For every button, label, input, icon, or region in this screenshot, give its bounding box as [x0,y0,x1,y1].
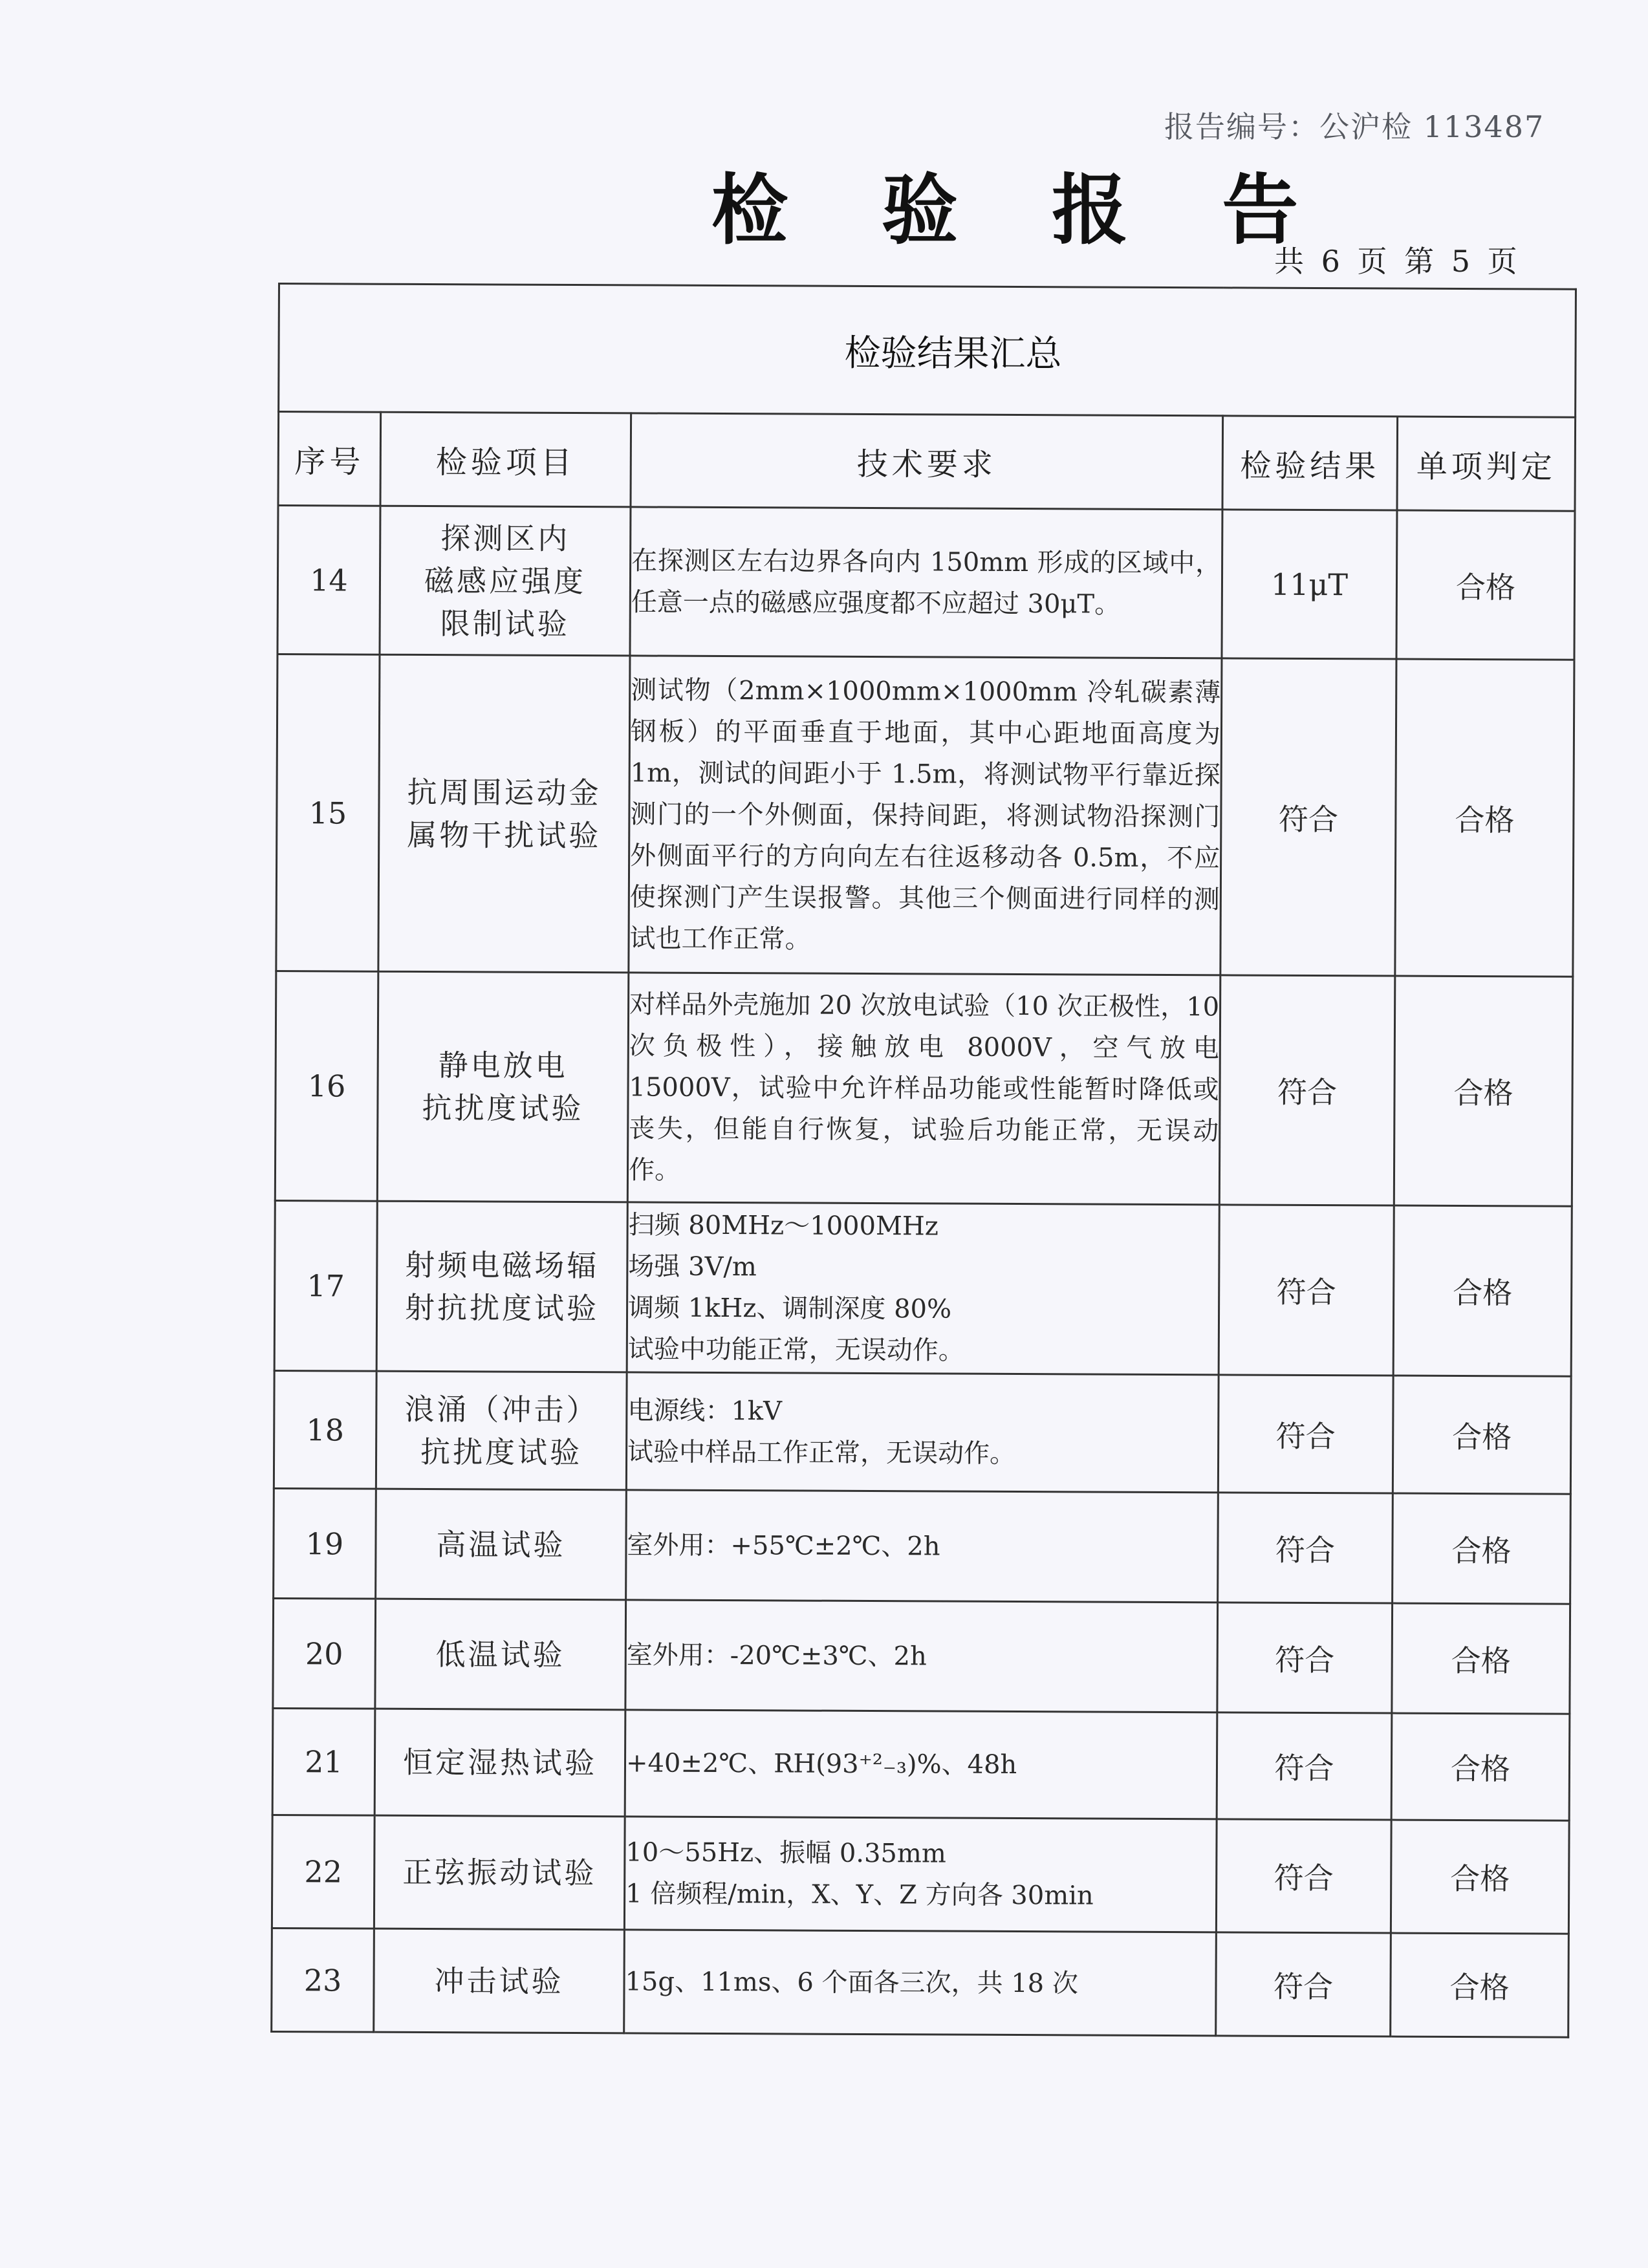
requirement-line: 试验中样品工作正常，无误动作。 [627,1436,1016,1469]
table-body [272,506,1575,2038]
table-caption-row [279,284,1576,418]
requirement-line: 调频 1kHz、调制深度 80% [627,1293,952,1324]
requirement-line: 对样品外壳施加 20 次放电试验（10 次正极性，10 次负极性），接触放电 8000V，空气放电 15000V，试验中允许样品功能或性能暂时降低或丧失，但能自行恢复，试验后功能正常，无误动作。 [628,989,1220,1185]
requirement-line: 在探测区左右边界各向内 150mm 形成的区域中，任意一点的磁感应强度都不应超过 30μT。 [631,545,1222,620]
table-caption-text: 检验结果汇总 [844,332,1062,375]
test-result: 符合 [1220,658,1396,976]
test-item [376,1489,627,1600]
column-header-requirement: 技术要求 [631,413,1223,510]
row-number: 21 [272,1708,375,1815]
technical-requirement [627,1202,1219,1375]
row-number: 22 [272,1815,374,1928]
test-result: 11μT [1222,510,1397,659]
test-result: 符合 [1216,1819,1391,1933]
row-number: 18 [274,1370,376,1489]
row-number: 16 [275,971,378,1201]
requirement-line: 室外用：-20℃±3℃、2h [626,1639,927,1671]
technical-requirement [626,1490,1219,1603]
requirement-line: 试验中功能正常，无误动作。 [627,1334,964,1366]
test-item-line: 正弦振动试验 [402,1854,597,1891]
test-result: 符合 [1218,1493,1393,1603]
requirement-line: 电源线：1kV [627,1395,783,1426]
item-verdict: 合格 [1393,1493,1571,1604]
test-item-line: 低温试验 [435,1636,565,1672]
test-item-line: 抗周围运动金 [407,774,602,810]
requirement-line: 1 倍频程/min，X、Y、Z 方向各 30min [625,1879,1094,1911]
test-item-line: 限制试验 [440,605,570,642]
test-item-line: 属物干扰试验 [407,817,602,853]
column-header-result: 检验结果 [1222,416,1398,510]
requirement-line: +40±2℃、RH(93⁺²₋₃)%、48h [625,1748,1017,1780]
item-verdict: 合格 [1391,1933,1569,2037]
test-item-line: 射频电磁场辐 [405,1247,600,1284]
requirement-line: 室外用：+55℃±2℃、2h [627,1529,940,1561]
test-item [375,1599,626,1710]
test-item-line: 恒定湿热试验 [402,1744,598,1781]
table-row [275,971,1573,1206]
column-header-item: 检验项目 [380,412,631,507]
column-header-verdict: 单项判定 [1397,416,1576,511]
technical-requirement [625,1600,1218,1712]
table-row [272,1708,1570,1820]
test-result: 符合 [1216,1932,1391,2036]
technical-requirement [627,973,1220,1205]
table-row [274,1370,1571,1494]
test-item-line: 磁感应强度 [424,563,587,599]
row-number: 23 [272,1928,374,2032]
requirement-line: 场强 3V/m [628,1251,757,1282]
table-row [276,654,1574,977]
test-item [377,971,629,1202]
requirement-line: 10～55Hz、振幅 0.35mm [625,1837,946,1869]
technical-requirement [624,1817,1217,1932]
test-result: 符合 [1219,1205,1394,1376]
test-item-line: 冲击试验 [434,1963,564,1999]
item-verdict: 合格 [1393,1205,1572,1376]
requirement-line: 15g、11ms、6 个面各三次，共 18 次 [625,1966,1078,1998]
item-verdict: 合格 [1391,1820,1569,1934]
row-number: 17 [274,1200,377,1371]
page-count: 共 6 页 第 5 页 [1274,244,1517,279]
test-result: 符合 [1219,975,1395,1205]
test-item [374,1815,625,1930]
item-verdict: 合格 [1391,1713,1570,1820]
report-number: 报告编号：公沪检 113487 [1164,109,1545,144]
row-number: 15 [276,654,380,972]
table-row [272,1928,1569,2037]
table-row [274,1200,1572,1376]
requirement-line: 测试物（2mm×1000mm×1000mm 冷轧碳素薄钢板）的平面垂直于地面，其中心距地面高度为1m，测试的间距小于 1.5m，将测试物平行靠近探测门的一个外侧面，保持间距，将测试物沿探测门外侧面平行的方向向左右往返移动各 0.5m，不应使探测门产生误报警。其他三个侧面进行同样的测试也工作正常。 [629,675,1221,955]
test-item [380,506,631,656]
table-caption [279,284,1576,418]
row-number: 20 [273,1598,376,1709]
table-row [273,1598,1570,1714]
technical-requirement [625,1710,1217,1819]
item-verdict: 合格 [1392,1603,1570,1714]
test-result: 符合 [1218,1375,1393,1493]
test-item-line: 静电放电 [438,1048,568,1083]
test-item [374,1928,625,2033]
test-item [376,1201,627,1372]
test-item-line: 浪涌（冲击） [404,1391,599,1427]
test-result: 符合 [1217,1603,1393,1713]
technical-requirement [630,507,1222,658]
row-number: 14 [277,506,380,655]
technical-requirement [629,656,1222,975]
item-verdict: 合格 [1394,976,1573,1206]
test-item [378,654,630,973]
item-verdict: 合格 [1396,510,1575,660]
test-item-line: 抗扰度试验 [420,1434,583,1470]
column-header-no: 序号 [278,412,381,506]
test-item-line: 射抗扰度试验 [404,1290,600,1326]
item-verdict: 合格 [1395,659,1574,977]
test-item [376,1371,627,1490]
test-item-line: 抗扰度试验 [422,1090,584,1127]
document-title: 检 验 报 告 [711,166,1332,255]
technical-requirement [624,1930,1217,2036]
test-item-line: 高温试验 [436,1526,566,1562]
table-header-row [278,412,1576,512]
results-summary-table [270,283,1577,2038]
row-number: 19 [274,1488,376,1599]
requirement-line: 扫频 80MHz～1000MHz [628,1210,938,1242]
table-row [274,1488,1571,1604]
technical-requirement [626,1372,1219,1493]
item-verdict: 合格 [1393,1376,1571,1494]
test-item [374,1709,625,1817]
test-item-line: 探测区内 [440,520,570,556]
test-result: 符合 [1217,1712,1392,1820]
table-row [277,506,1575,660]
table-row [272,1815,1569,1934]
